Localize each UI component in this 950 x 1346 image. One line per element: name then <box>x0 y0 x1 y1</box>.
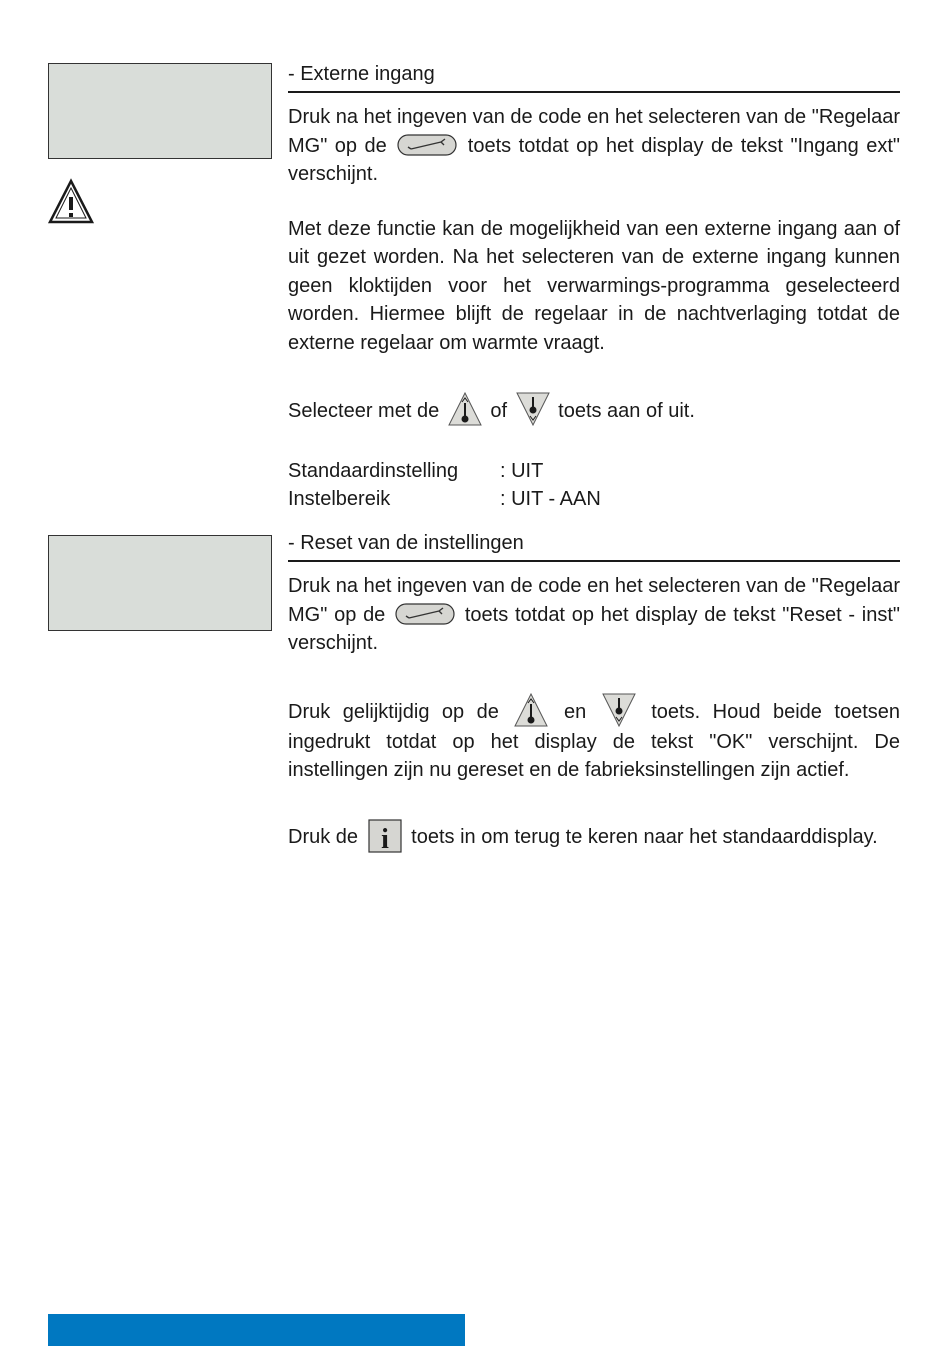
default-setting-row <box>288 457 900 485</box>
temp-up-icon <box>447 391 483 427</box>
section-heading: - Externe ingang <box>288 63 435 85</box>
text: Druk de <box>288 825 359 848</box>
display-placeholder-1 <box>48 63 272 159</box>
section-heading: - Reset van de instellingen <box>288 532 524 554</box>
paragraph <box>288 391 900 427</box>
text: toets totdat op het display de tekst "Ingang ext" verschijnt. <box>288 134 900 185</box>
paragraph: Met deze functie kan de mogelijkheid van een externe ingang aan of uit gezet worden. Na het selecteren van de externe ingang kunnen geen kloktijden voor het verwarmings-programma geselecteerd worden. Hiermee blijft de regelaar in de nachtverlaging totdat de externe regelaar om warmte vraagt. <box>288 217 900 354</box>
paragraph <box>288 819 900 853</box>
text: Druk na het ingeven van de code en het selecteren van de "Regelaar MG" op de <box>288 575 900 626</box>
setting-label: Standaardinstelling <box>288 460 459 482</box>
temp-down-icon <box>515 391 551 427</box>
warning-triangle-icon <box>47 178 95 226</box>
range-setting-row <box>288 485 900 513</box>
paragraph <box>288 572 900 658</box>
setting-value: : UIT <box>500 460 544 482</box>
setting-label: Instelbereik <box>288 488 391 510</box>
footer-bar <box>48 1314 465 1346</box>
text: toets in om terug te keren naar het standaarddisplay. <box>411 825 878 848</box>
paragraph <box>288 103 900 189</box>
section-external-input <box>288 62 900 513</box>
text: Druk na het ingeven van de code en het selecteren van de "Regelaar MG" op de <box>288 106 900 157</box>
text: toets totdat op het display de tekst "Reset - inst" verschijnt. <box>288 603 901 654</box>
temp-up-icon <box>513 692 549 728</box>
text: Druk gelijktijdig op de <box>288 700 499 723</box>
settings-list <box>288 457 900 513</box>
text: Selecteer met de <box>288 400 440 422</box>
info-key-icon <box>368 819 402 853</box>
heading-rule <box>288 560 900 562</box>
section-reset <box>288 531 900 853</box>
display-placeholder-2 <box>48 535 272 631</box>
wrench-key-icon <box>397 134 457 156</box>
svg-text:i: i <box>380 823 389 853</box>
wrench-key-icon <box>395 603 455 625</box>
text: toets. Houd beide toetsen ingedrukt totdat op het display de tekst "OK" verschijnt. De instellingen zijn nu gereset en de fabrieksinstellingen zijn actief. <box>288 700 901 781</box>
setting-value: : UIT - AAN <box>500 488 601 510</box>
text: of <box>490 400 508 422</box>
paragraph <box>288 692 900 785</box>
text: toets aan of uit. <box>558 400 695 422</box>
heading-rule <box>288 91 900 93</box>
temp-down-icon <box>601 692 637 728</box>
text: en <box>563 700 587 723</box>
